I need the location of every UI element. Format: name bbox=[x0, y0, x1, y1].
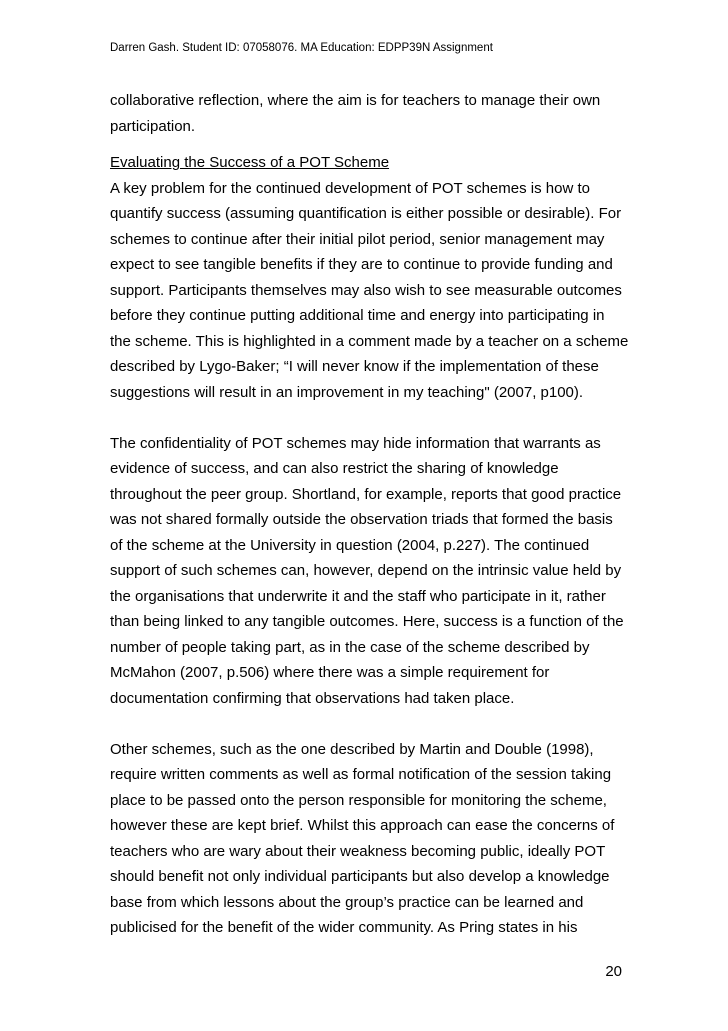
text-line: described by Lygo-Baker; “I will never know if the implementation of these bbox=[110, 358, 599, 375]
text-line: collaborative reflection, where the aim is for teachers to manage their own bbox=[110, 92, 601, 109]
text-line: suggestions will result in an improvement in my teaching" (2007, p100). bbox=[110, 383, 584, 401]
text-line: should benefit not only individual participants but also develop a knowledge bbox=[110, 868, 610, 885]
text-line: quantify success (assuming quantification is either possible or desirable). For bbox=[110, 205, 622, 222]
text-line: of the scheme at the University in question (2004, p.227). The continued bbox=[110, 536, 590, 554]
text-line: A key problem for the continued development of POT schemes is how to bbox=[110, 179, 590, 197]
section-block bbox=[110, 150, 630, 941]
text-line: the organisations that underwrite it and the staff who participate in it, rather bbox=[110, 587, 606, 605]
text-line: however these are kept brief. Whilst this approach can ease the concerns of bbox=[110, 817, 615, 834]
text-line: throughout the peer group. Shortland, for example, reports that good practice bbox=[110, 485, 622, 503]
text-line: number of people taking part, as in the case of the scheme described by bbox=[110, 638, 590, 656]
text-line: support. Participants themselves may also wish to see measurable outcomes bbox=[110, 281, 622, 299]
text-line: was not shared formally outside the observation triads that formed the basis bbox=[110, 511, 613, 528]
text-line: documentation confirming that observations had taken place. bbox=[110, 689, 515, 707]
paragraph-2 bbox=[110, 431, 630, 712]
paragraph-1 bbox=[110, 176, 630, 406]
section-heading: Evaluating the Success of a POT Scheme bbox=[110, 154, 390, 171]
page-header: Darren Gash. Student ID: 07058076. MA Education: EDPP39N Assignment bbox=[110, 42, 493, 54]
text-line: Other schemes, such as the one described by Martin and Double (1998), bbox=[110, 740, 594, 758]
text-line: publicised for the benefit of the wider community. As Pring states in his bbox=[110, 919, 578, 936]
text-line: expect to see tangible benefits if they are to continue to provide funding and bbox=[110, 256, 613, 273]
text-line: the scheme. This is highlighted in a comment made by a teacher on a scheme bbox=[110, 332, 629, 350]
text-line: schemes to continue after their initial pilot period, senior management may bbox=[110, 230, 605, 248]
text-line: base from which lessons about the group’s practice can be learned and bbox=[110, 893, 584, 911]
text-line: require written comments as well as formal notification of the session taking bbox=[110, 766, 612, 783]
text-line: participation. bbox=[110, 117, 196, 135]
text-line: McMahon (2007, p.506) where there was a simple requirement for bbox=[110, 664, 550, 681]
paragraph-gap bbox=[110, 711, 630, 737]
paragraph-3 bbox=[110, 737, 630, 941]
page-number: 20 bbox=[605, 963, 622, 980]
text-line: support of such schemes can, however, depend on the intrinsic value held by bbox=[110, 562, 622, 579]
paragraph-gap bbox=[110, 405, 630, 431]
text-line: The confidentiality of POT schemes may hide information that warrants as bbox=[110, 434, 601, 452]
text-line: place to be passed onto the person responsible for monitoring the scheme, bbox=[110, 791, 607, 809]
text-line: before they continue putting additional time and energy into participating in bbox=[110, 307, 605, 324]
text-line: teachers who are wary about their weakness becoming public, ideally POT bbox=[110, 842, 606, 860]
intro-block bbox=[110, 88, 630, 139]
text-line: evidence of success, and can also restrict the sharing of knowledge bbox=[110, 460, 559, 477]
text-line: than being linked to any tangible outcomes. Here, success is a function of the bbox=[110, 613, 624, 630]
